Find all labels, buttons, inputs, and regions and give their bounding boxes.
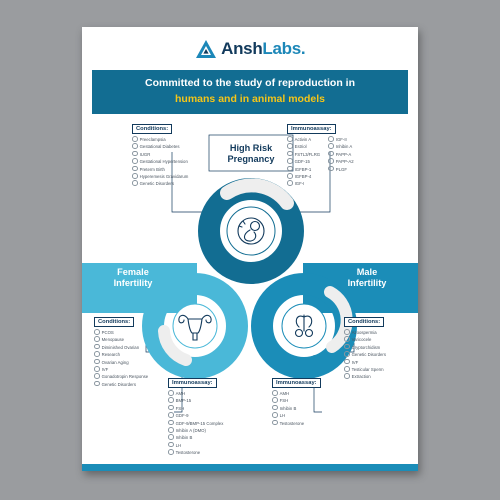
list-item-text: Extraction (351, 374, 371, 380)
conditions-label: Conditions: (132, 124, 172, 134)
list-item (132, 173, 188, 180)
checkmark-circle-icon (168, 397, 174, 403)
checkmark-circle-icon (328, 158, 334, 164)
list-item (94, 381, 148, 388)
list-item (287, 173, 320, 180)
immunoassay-label: Immunoassay: (287, 124, 336, 134)
checkmark-circle-icon (272, 397, 278, 403)
list-item-text: Menopause (101, 337, 125, 343)
list-item-text: Genetic Disorders (351, 352, 386, 358)
checkmark-circle-icon (287, 143, 293, 149)
list-item-text: IGFBP-4 (294, 174, 312, 180)
list-item-text: AMH (279, 391, 290, 397)
list-item-text: Hyperemesis Gravidarum (139, 174, 189, 180)
male-conditions (344, 317, 386, 381)
checkmark-circle-icon (168, 442, 174, 448)
list-item (132, 136, 188, 143)
list-item (132, 151, 188, 158)
checkmark-circle-icon (168, 390, 174, 396)
list-item (94, 351, 148, 358)
checkmark-circle-icon (328, 136, 334, 142)
list-item (132, 143, 188, 150)
checkmark-circle-icon (168, 434, 174, 440)
list-item-text: Estriol (294, 144, 307, 150)
checkmark-circle-icon (287, 136, 293, 142)
list-item-text: IVF (101, 367, 109, 373)
list-item-text: LH (279, 413, 286, 419)
checkmark-circle-icon (94, 351, 100, 357)
high-risk-title: High Risk Pregnancy (227, 143, 275, 164)
list-item (168, 420, 223, 427)
list-item-text: Gonadotropin Response (101, 374, 149, 380)
list-item (328, 143, 353, 150)
list-item (94, 359, 148, 366)
list-item (94, 329, 148, 336)
list-item-text: IVF (351, 359, 359, 365)
high-risk-conditions (132, 124, 188, 188)
male-immunoassay (272, 378, 321, 427)
checkmark-circle-icon (94, 336, 100, 342)
list-item (344, 336, 386, 343)
checkmark-circle-icon (94, 329, 100, 335)
checkmark-circle-icon (272, 412, 278, 418)
list-item (168, 427, 223, 434)
high-risk-immunoassay (287, 124, 354, 188)
list-item-text: Testicular Sperm (351, 367, 384, 373)
list-item-text: FSTL3/FLRG (294, 151, 321, 157)
list-item-text: PLGF (335, 166, 347, 172)
checkmark-circle-icon (168, 420, 174, 426)
list-item-text: Cryptorchidism (351, 344, 381, 350)
list-item (344, 329, 386, 336)
list-item (287, 143, 320, 150)
list-item-text: BMP-15 (175, 398, 192, 404)
list-item (287, 158, 320, 165)
list-item (287, 166, 320, 173)
list-item (94, 366, 148, 373)
list-item-text: Genetic Disorders (139, 181, 174, 187)
list-item (94, 336, 148, 343)
checkmark-circle-icon (344, 351, 350, 357)
list-item (94, 344, 148, 351)
list-item-text: Inhibin A (DMO) (175, 428, 206, 434)
checkmark-circle-icon (168, 405, 174, 411)
checkmark-circle-icon (287, 166, 293, 172)
checkmark-circle-icon (94, 366, 100, 372)
list-item (168, 434, 223, 441)
headline-line-1: Committed to the study of reproduction in (145, 77, 355, 89)
immunoassay-label: Immunoassay: (168, 378, 217, 388)
list-item-text: PAPP-A2 (335, 159, 354, 165)
female-immunoassay (168, 378, 223, 457)
list-item-text: GDF-9 (175, 413, 189, 419)
list-item-text: Gestational Hypertension (139, 159, 188, 165)
list-item-text: IGFBP-1 (294, 166, 312, 172)
list-item (168, 449, 223, 456)
list-item-text: Genetic Disorders (101, 381, 136, 387)
list-item (328, 166, 353, 173)
list-item-text: IGF-II (335, 137, 347, 143)
list-item (344, 373, 386, 380)
list-item-text: LH (175, 442, 182, 448)
list-item-text: Inhibin A (335, 144, 353, 150)
checkmark-circle-icon (287, 151, 293, 157)
list-item (168, 390, 223, 397)
list-item (132, 180, 188, 187)
list-item-text: Preterm Birth (139, 166, 165, 172)
list-item-text: Testosterone (279, 420, 305, 426)
conditions-label: Conditions: (94, 317, 134, 327)
list-item-text: Activin A (294, 137, 312, 143)
brand-name: AnshLabs. (221, 39, 306, 58)
checkmark-circle-icon (287, 158, 293, 164)
checkmark-circle-icon (132, 143, 138, 149)
list-item-text: PAPP-A (335, 151, 352, 157)
headline-line-2: humans and in animal models (175, 93, 325, 105)
list-item (344, 351, 386, 358)
list-item (168, 412, 223, 419)
checkmark-circle-icon (272, 390, 278, 396)
list-item-text: IGF-I (294, 181, 305, 187)
checkmark-circle-icon (344, 336, 350, 342)
list-item (287, 136, 320, 143)
list-item (272, 390, 321, 397)
list-item (168, 397, 223, 404)
checkmark-circle-icon (328, 166, 334, 172)
checkmark-circle-icon (94, 373, 100, 379)
male-infertility-title: Male Infertility (347, 267, 387, 288)
list-item (272, 412, 321, 419)
immunoassay-label: Immunoassay: (272, 378, 321, 388)
checkmark-circle-icon (168, 449, 174, 455)
list-item-text: Azoospermia (351, 330, 377, 336)
checkmark-circle-icon (132, 180, 138, 186)
list-item-text: Ovarian Aging (101, 359, 129, 365)
list-item (328, 136, 353, 143)
checkmark-circle-icon (344, 373, 350, 379)
checkmark-circle-icon (132, 158, 138, 164)
checkmark-circle-icon (94, 344, 100, 350)
list-item (328, 151, 353, 158)
list-item (132, 166, 188, 173)
footer-bar (82, 464, 418, 471)
checkmark-circle-icon (168, 412, 174, 418)
list-item-text: Research (101, 352, 120, 358)
female-infertility-title: Female Infertility (113, 267, 153, 288)
list-item-text: Testosterone (175, 450, 201, 456)
checkmark-circle-icon (168, 427, 174, 433)
venn-diagram (82, 27, 418, 471)
list-item-text: Inhibin B (279, 405, 297, 411)
checkmark-circle-icon (344, 329, 350, 335)
checkmark-circle-icon (344, 366, 350, 372)
list-item-text: IUGR (139, 151, 151, 157)
list-item-text: Varicocele (351, 337, 372, 343)
checkmark-circle-icon (132, 173, 138, 179)
list-item (272, 420, 321, 427)
conditions-label: Conditions: (344, 317, 384, 327)
list-item (168, 405, 223, 412)
list-item (287, 180, 320, 187)
checkmark-circle-icon (94, 359, 100, 365)
checkmark-circle-icon (272, 405, 278, 411)
list-item (344, 359, 386, 366)
list-item (132, 158, 188, 165)
checkmark-circle-icon (287, 173, 293, 179)
list-item-text: Inhibin B (175, 435, 193, 441)
list-item-text: AMH (175, 391, 186, 397)
checkmark-circle-icon (344, 344, 350, 350)
checkmark-circle-icon (287, 180, 293, 186)
checkmark-circle-icon (328, 151, 334, 157)
list-item (328, 158, 353, 165)
list-item-text: GDF-15 (294, 159, 310, 165)
checkmark-circle-icon (132, 151, 138, 157)
list-item (168, 442, 223, 449)
list-item-text: Preeclampsia (139, 137, 166, 143)
checkmark-circle-icon (132, 136, 138, 142)
checkmark-circle-icon (344, 359, 350, 365)
list-item-text: Diminished Ovarian (101, 344, 140, 350)
list-item (272, 405, 321, 412)
female-conditions (94, 317, 148, 388)
checkmark-circle-icon (272, 420, 278, 426)
checkmark-circle-icon (132, 166, 138, 172)
checkmark-circle-icon (328, 143, 334, 149)
list-item-text: FSH (279, 398, 289, 404)
list-item (272, 397, 321, 404)
list-item (287, 151, 320, 158)
list-item-text: FSH (175, 405, 185, 411)
list-item (344, 344, 386, 351)
list-item-text: Gestational Diabetes (139, 144, 180, 150)
list-item-text: PCOS (101, 330, 114, 336)
list-item (94, 373, 148, 380)
flyer-page (82, 27, 418, 471)
list-item (344, 366, 386, 373)
checkmark-circle-icon (94, 381, 100, 387)
list-item-text: GDF-9/BMP-15 Complex (175, 420, 224, 426)
